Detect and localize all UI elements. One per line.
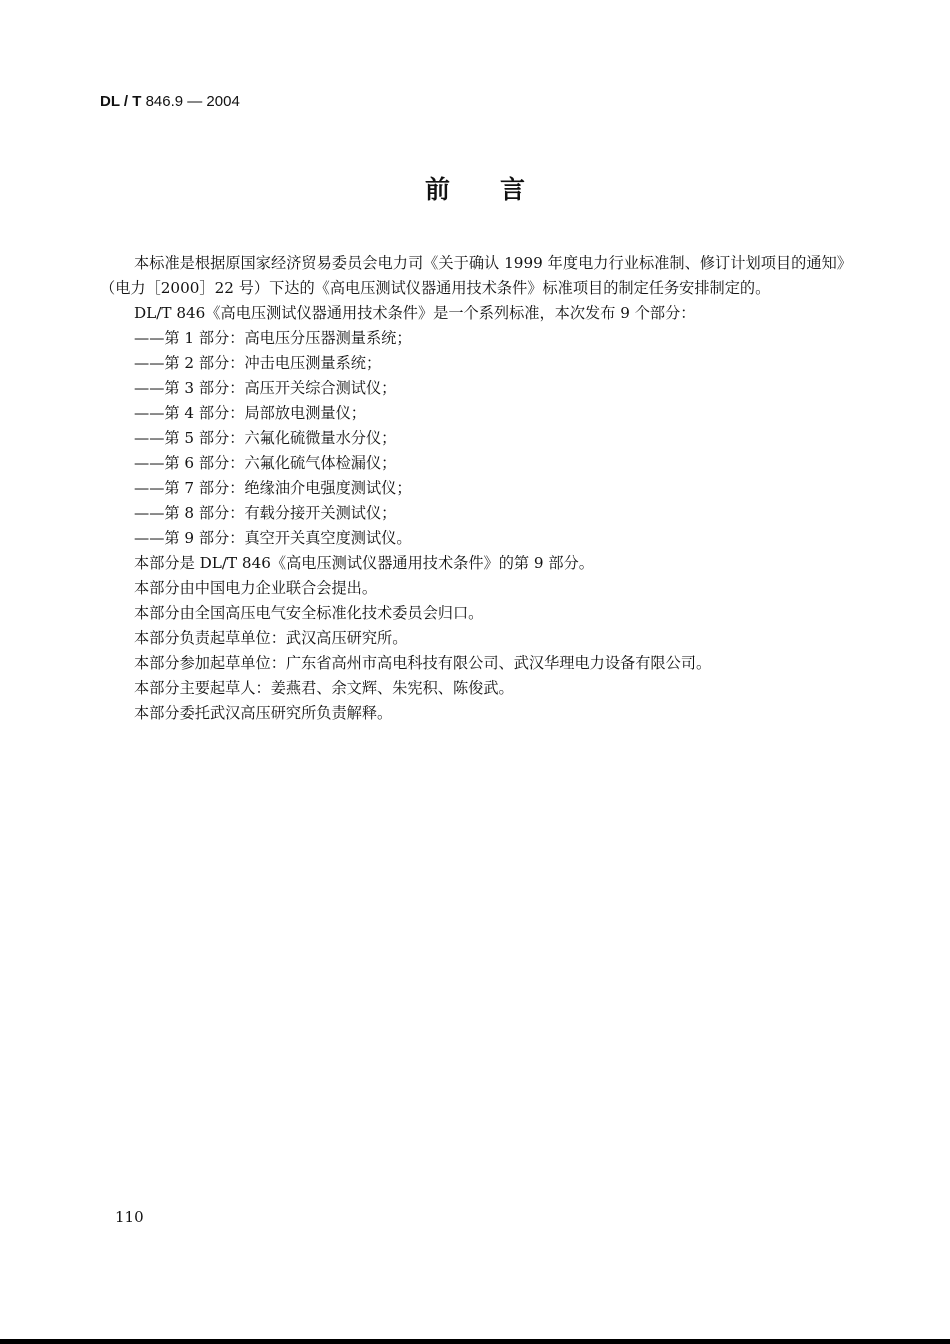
- statement-part-number: 本部分是 DL/T 846《高电压测试仪器通用技术条件》的第 9 部分。: [134, 554, 594, 572]
- standard-code: 846.9 — 2004: [145, 93, 240, 110]
- statement-proposer: 本部分由中国电力企业联合会提出。: [134, 579, 377, 597]
- statement-interpretation: 本部分委托武汉高压研究所负责解释。: [134, 704, 393, 722]
- part-item-4: ——第 4 部分：局部放电测量仪；: [134, 404, 366, 422]
- part-item-2: ——第 2 部分：冲击电压测量系统；: [134, 354, 382, 372]
- statement-lead-drafter: 本部分负责起草单位：武汉高压研究所。: [134, 629, 408, 647]
- bottom-border: [0, 1339, 950, 1344]
- page-number: 110: [115, 1208, 144, 1226]
- part-item-9: ——第 9 部分：真空开关真空度测试仪。: [134, 529, 412, 547]
- part-item-6: ——第 6 部分：六氟化硫气体检漏仪；: [134, 454, 397, 472]
- part-item-8: ——第 8 部分：有载分接开关测试仪；: [134, 504, 397, 522]
- part-item-3: ——第 3 部分：高压开关综合测试仪；: [134, 379, 397, 397]
- part-item-1: ——第 1 部分：高电压分压器测量系统；: [134, 329, 412, 347]
- intro-paragraph: 本标准是根据原国家经济贸易委员会电力司《关于确认 1999 年度电力行业标准制、修订计划项目的通知》（电力［2000］22 号）下达的《高电压测试仪器通用技术条件》标准项目的制定任务安排制定的。: [100, 254, 852, 297]
- statement-participants: 本部分参加起草单位：广东省高州市高电科技有限公司、武汉华理电力设备有限公司。: [134, 654, 712, 672]
- part-item-7: ——第 7 部分：绝缘油介电强度测试仪；: [134, 479, 412, 497]
- standard-prefix: DL / T: [100, 93, 142, 110]
- page-title: 前言: [424, 175, 575, 204]
- foreword-body: [100, 251, 852, 726]
- statement-committee: 本部分由全国高压电气安全标准化技术委员会归口。: [134, 604, 484, 622]
- statement-drafters: 本部分主要起草人：姜燕君、余文辉、朱宪积、陈俊武。: [134, 679, 514, 697]
- part-item-5: ——第 5 部分：六氟化硫微量水分仪；: [134, 429, 397, 447]
- series-paragraph: DL/T 846《高电压测试仪器通用技术条件》是一个系列标准，本次发布 9 个部分：: [134, 304, 696, 322]
- standard-number: [100, 93, 240, 110]
